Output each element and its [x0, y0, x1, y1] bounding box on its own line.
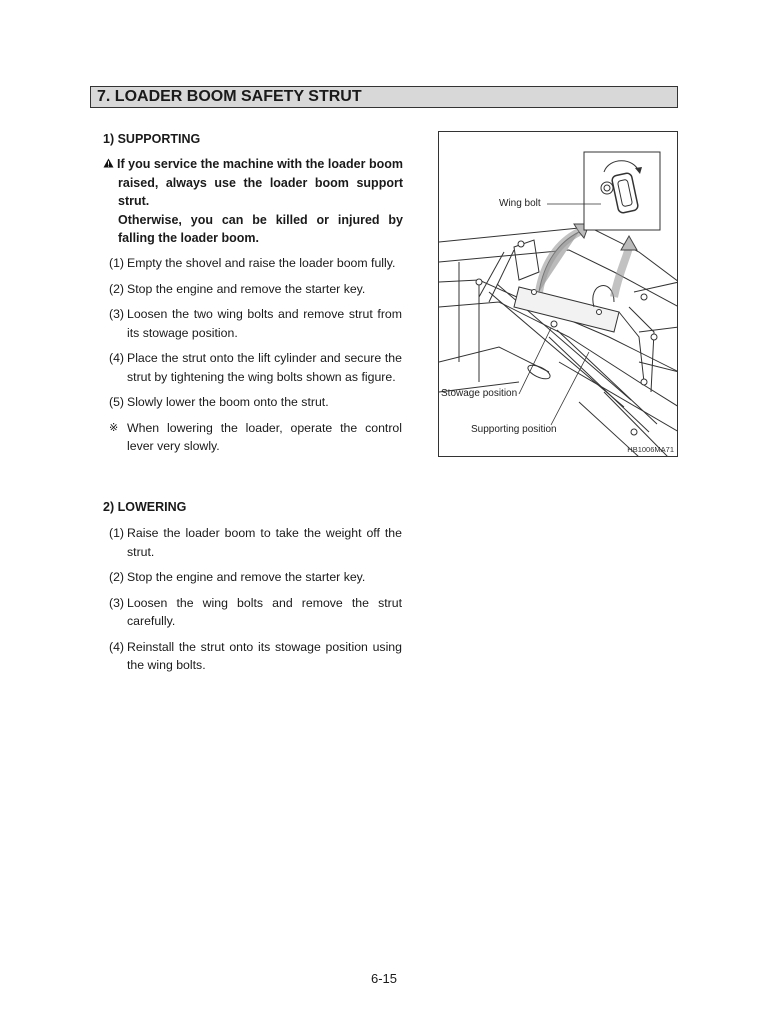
step-number: (3) [109, 595, 125, 610]
step-text: Raise the loader boom to take the weight off the strut. [127, 526, 402, 559]
strut-figure [438, 131, 678, 457]
loader-boom-illustration [439, 132, 678, 457]
step-text: Place the strut onto the lift cylinder and secure the strut by tightening the wing bolts shown as figure. [127, 351, 402, 384]
step-text: Loosen the wing bolts and remove the strut carefully. [127, 595, 402, 628]
supporting-heading: 1) SUPPORTING [103, 132, 201, 146]
note-text: When lowering the loader, operate the control lever very slowly. [127, 420, 402, 453]
warning-text-1: If you service the machine with the loader boom raised, always use the loader boom support strut. [117, 157, 403, 208]
page-number: 6-15 [370, 971, 398, 986]
step-text: Reinstall the strut onto its stowage position using the wing bolts. [127, 639, 402, 672]
list-item [109, 524, 402, 561]
step-number: (4) [109, 639, 125, 654]
stowage-position-label: Stowage position [441, 388, 518, 399]
list-item [109, 254, 402, 273]
list-item [109, 594, 402, 631]
step-number: (1) [109, 526, 125, 540]
step-number: (2) [109, 570, 125, 584]
supporting-position-label: Supporting position [471, 424, 557, 435]
step-text: Stop the engine and remove the starter key. [127, 281, 366, 296]
step-text: Loosen the two wing bolts and remove strut from its stowage position. [127, 307, 402, 340]
lowering-heading: 2) LOWERING [103, 500, 187, 514]
step-text: Slowly lower the boom onto the strut. [127, 395, 329, 409]
warning-triangle-icon [103, 155, 117, 174]
step-number: (5) [109, 395, 125, 409]
section-title: 7. LOADER BOOM SAFETY STRUT [90, 86, 678, 108]
supporting-steps [109, 254, 402, 463]
step-text: Empty the shovel and raise the loader boom fully. [127, 256, 396, 270]
list-item [109, 568, 402, 587]
step-number: (1) [109, 256, 125, 270]
note-item [109, 419, 402, 456]
wing-bolt-label: Wing bolt [499, 198, 541, 209]
step-number: (3) [109, 307, 125, 321]
warning-text-2: Otherwise, you can be killed or injured by falling the loader boom. [118, 212, 403, 245]
list-item [109, 280, 402, 299]
step-number: (4) [109, 351, 125, 365]
list-item [109, 638, 402, 675]
step-text: Stop the engine and remove the starter key. [127, 570, 366, 584]
figure-code: HB1006MA71 [627, 445, 674, 454]
list-item [109, 349, 402, 386]
warning-block [103, 155, 403, 248]
list-item [109, 305, 402, 342]
note-mark-icon: ※ [109, 421, 119, 434]
list-item [109, 393, 402, 412]
lowering-steps [109, 524, 402, 682]
step-number: (2) [109, 281, 125, 296]
